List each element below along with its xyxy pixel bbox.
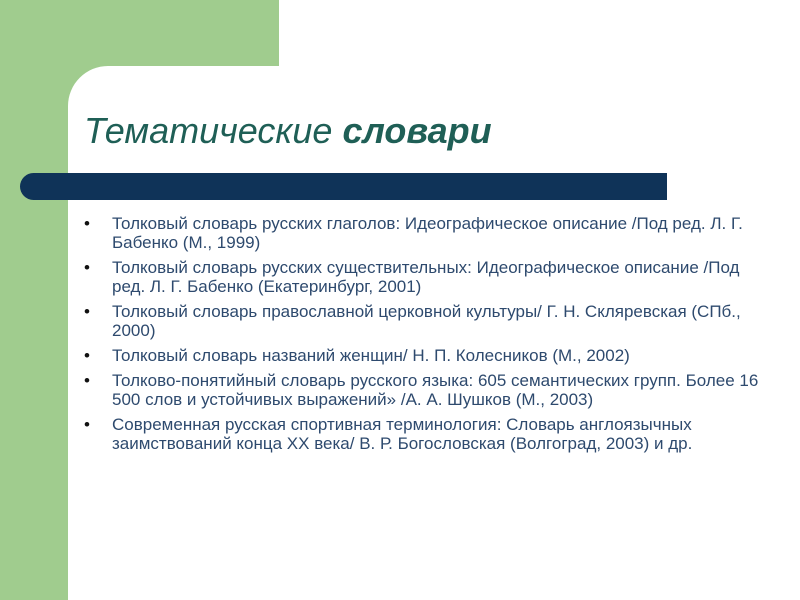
list-item [84, 302, 764, 340]
bullet-icon: • [84, 346, 90, 365]
list-item [84, 214, 764, 252]
list-item-text: Толковый словарь русских существительных: Идеографическое описание /Под ред. Л. Г. Бабенко (Екатеринбург, 2001) [112, 258, 740, 296]
bullet-list [84, 214, 764, 459]
bullet-icon: • [84, 302, 90, 321]
list-item-text: Современная русская спортивная терминология: Словарь англоязычных заимствований конца XX века/ В. Р. Богословская (Волгоград, 2003) и др. [112, 415, 693, 453]
list-item [84, 258, 764, 296]
list-item [84, 371, 764, 409]
list-item-text: Толковый словарь названий женщин/ Н. П. Колесников (М., 2002) [112, 346, 630, 365]
list-item-text: Толково-понятийный словарь русского языка: 605 семантических групп. Более 16 500 слов и устойчивых выражений» /А. А. Шушков (М., 2003) [112, 371, 759, 409]
bullet-icon: • [84, 214, 90, 233]
bullet-icon: • [84, 415, 90, 434]
list-item-text: Толковый словарь православной церковной культуры/ Г. Н. Скляревская (СПб., 2000) [112, 302, 741, 340]
slide-title [84, 110, 492, 152]
title-bold-part: словари [342, 110, 492, 151]
title-regular-part: Тематические [84, 110, 333, 151]
list-item [84, 346, 764, 365]
bullet-icon: • [84, 258, 90, 277]
list-item-text: Толковый словарь русских глаголов: Идеографическое описание /Под ред. Л. Г. Бабенко (М., 1999) [112, 214, 743, 252]
bullet-icon: • [84, 371, 90, 390]
list-item [84, 415, 764, 453]
title-underline-bar [20, 173, 667, 200]
